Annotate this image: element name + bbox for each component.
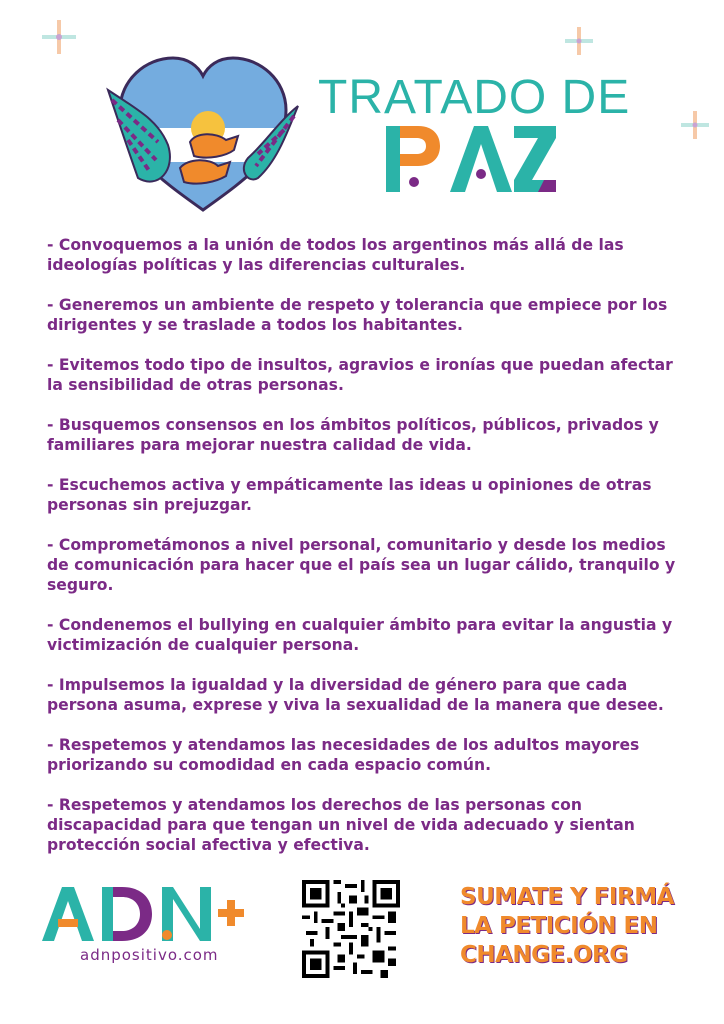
- list-item: - Evitemos todo tipo de insultos, agravios e ironías que puedan afectar la sensibilidad de otras personas.: [47, 356, 673, 394]
- sparkle-icon: [564, 26, 594, 56]
- argentina-heart-hug-icon: [98, 50, 308, 218]
- list-item: - Impulsemos la igualdad y la diversidad de género para que cada persona asuma, exprese y viva la sexualidad de la manera que desee.: [47, 676, 664, 714]
- website-url[interactable]: adnpositivo.com: [80, 946, 219, 964]
- list-item: - Convoquemos a la unión de todos los argentinos más allá de las ideologías políticas y las diferencias culturales.: [47, 236, 624, 274]
- cta-line: LA PETICIÓN EN: [460, 913, 658, 939]
- adn-logo: [40, 883, 245, 945]
- list-item: - Generemos un ambiente de respeto y tolerancia que empiece por los dirigentes y se traslade a todos los habitantes.: [47, 296, 668, 334]
- list-item: - Busquemos consensos en los ámbitos políticos, públicos, privados y familiares para mejorar nuestra calidad de vida.: [47, 416, 659, 454]
- list-item: - Comprometámonos a nivel personal, comunitario y desde los medios de comunicación para hacer que el país sea un lugar cálido, tranquilo y seguro.: [47, 536, 676, 594]
- title-line-1: TRATADO DE: [318, 71, 631, 124]
- cta-line: CHANGE.ORG: [460, 942, 628, 968]
- cta-line: SUMATE Y FIRMÁ: [460, 884, 674, 910]
- treaty-list: [47, 235, 687, 875]
- sparkle-icon: [40, 18, 78, 56]
- sparkle-icon: [680, 110, 710, 140]
- title-line-2-paz: [384, 122, 558, 196]
- call-to-action: [460, 883, 700, 970]
- qr-code-icon[interactable]: [302, 880, 400, 978]
- list-item: - Respetemos y atendamos los derechos de las personas con discapacidad para que tengan un nivel de vida adecuado y sientan protección social afectiva y efectiva.: [47, 796, 635, 854]
- list-item: - Respetemos y atendamos las necesidades de los adultos mayores priorizando su comodidad en cada espacio común.: [47, 736, 640, 774]
- list-item: - Condenemos el bullying en cualquier ámbito para evitar la angustia y victimización de cualquier persona.: [47, 616, 673, 654]
- list-item: - Escuchemos activa y empáticamente las ideas u opiniones de otras personas sin prejuzgar.: [47, 476, 652, 514]
